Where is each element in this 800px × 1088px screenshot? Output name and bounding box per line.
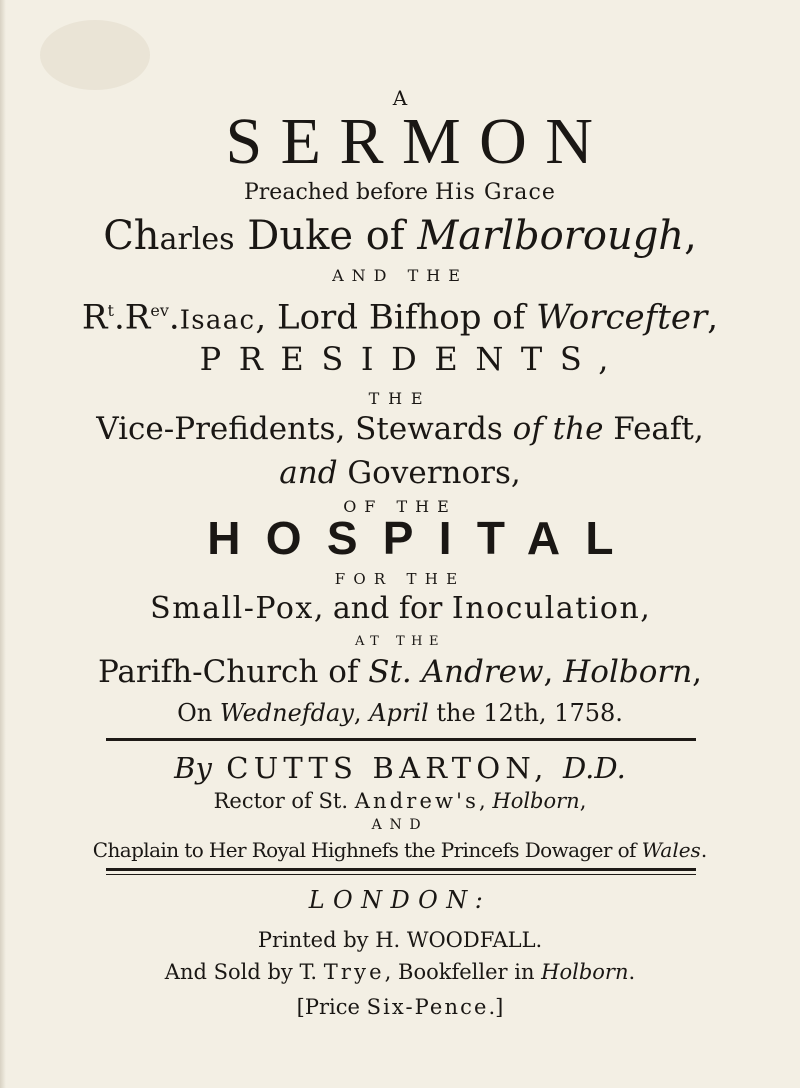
duke-of-text: Duke of	[234, 213, 418, 259]
divider-rule-2-thin	[106, 874, 696, 875]
author-line	[0, 748, 800, 788]
on-text: On	[177, 699, 220, 727]
title-sermon: SERMON	[225, 105, 612, 178]
parish-text: Parifh-Church of	[97, 654, 369, 690]
wednesday-text: Wednefday	[219, 699, 354, 727]
of-the-line: OF THE	[343, 497, 457, 516]
chaplain-period: .	[700, 838, 708, 862]
lord-bishop-text: , Lord Bifhop of	[255, 297, 537, 338]
rt-t: t	[107, 301, 114, 320]
divider-rule-1	[106, 738, 696, 741]
chaplain-text: Chaplain to Her Royal Highnefs the Princefs Dowager of	[92, 838, 642, 862]
price-open: [Price	[296, 995, 367, 1019]
date-comma: ,	[353, 699, 370, 727]
inoculation-text: Inoculation	[451, 591, 641, 626]
andrews-text: Andrew's	[354, 789, 480, 813]
rt-r: R	[81, 297, 108, 338]
at-the-line: AT THE	[355, 634, 445, 649]
paper-stain	[40, 20, 150, 90]
price-close: .]	[488, 995, 504, 1019]
date-line	[0, 696, 800, 730]
feast-text: Feaft,	[603, 411, 704, 447]
imprint-london: LONDON:	[308, 886, 492, 914]
smallpox-line	[0, 587, 800, 631]
wales-text: Wales	[641, 838, 701, 862]
rector-text: Rector of St.	[213, 789, 355, 813]
bishop-line	[0, 286, 800, 345]
holborn-text-3: Holborn	[541, 960, 629, 984]
preached-before-line	[0, 180, 800, 205]
parish-comma-1: ,	[543, 654, 564, 690]
smallpox-text: Small-Pox	[150, 591, 314, 626]
date-rest: the 12th, 1758.	[428, 699, 623, 727]
of-the-italic: of the	[512, 411, 604, 447]
parish-comma-2: ,	[692, 654, 703, 690]
trye-text: Trye	[323, 960, 385, 984]
six-pence-text: Six-Pence	[366, 995, 489, 1019]
presidents-line: PRESIDENTS,	[199, 340, 627, 378]
divider-rule-2	[106, 868, 696, 871]
and-the-line-1: AND THE	[332, 266, 468, 285]
title-article: A	[392, 86, 408, 110]
rev-r: .R	[113, 297, 151, 338]
rev-dot: .	[168, 297, 180, 338]
bookseller-text: , Bookfeller in	[384, 960, 542, 984]
preached-text: Preached before	[243, 180, 436, 205]
charles-initial: Ch	[103, 213, 160, 259]
parish-church-line	[0, 650, 800, 694]
charles-comma: ,	[684, 213, 697, 259]
holborn-text-2: Holborn	[492, 789, 580, 813]
rev-ev: ev	[150, 301, 169, 320]
sold-by-text: And Sold by T.	[164, 960, 324, 984]
the-line: THE	[368, 389, 432, 408]
and-for-text: , and for	[313, 591, 452, 626]
bishop-comma: ,	[707, 297, 719, 338]
vice-text: Vice-Prefidents, Stewards	[96, 411, 513, 447]
author-name: CUTTS BARTON,	[211, 751, 563, 785]
hospital-line: HOSPITAL	[207, 512, 639, 564]
imprint-seller	[0, 960, 800, 984]
for-the-line: FOR THE	[334, 570, 466, 588]
worcester-text: Worcefter	[536, 297, 708, 338]
marlborough-text: Marlborough	[417, 213, 685, 259]
rector-comma-1: ,	[479, 789, 493, 813]
and-line: AND	[371, 817, 429, 833]
sold-period: .	[628, 960, 636, 984]
imprint-printer: Printed by H. WOODFALL.	[257, 928, 543, 952]
st-andrew-text: St. Andrew	[368, 654, 544, 690]
chaplain-line	[0, 836, 800, 864]
rector-line	[0, 787, 800, 815]
dd-text: D.D.	[562, 751, 626, 785]
isaac-text: Isaac	[179, 305, 256, 336]
vice-presidents-line	[0, 406, 800, 452]
charles-rest: arles	[159, 222, 235, 257]
governors-line	[0, 450, 800, 496]
price-line	[0, 995, 800, 1019]
rector-comma-2: ,	[579, 789, 587, 813]
smallpox-comma: ,	[640, 591, 650, 626]
charles-duke-line	[0, 208, 800, 268]
april-text: April	[369, 699, 429, 727]
by-text: By	[174, 751, 212, 785]
and-italic: and	[279, 455, 338, 491]
holborn-text-1: Holborn	[563, 654, 693, 690]
governors-text: Governors,	[337, 455, 521, 491]
his-grace-text: His Grace	[435, 180, 556, 205]
